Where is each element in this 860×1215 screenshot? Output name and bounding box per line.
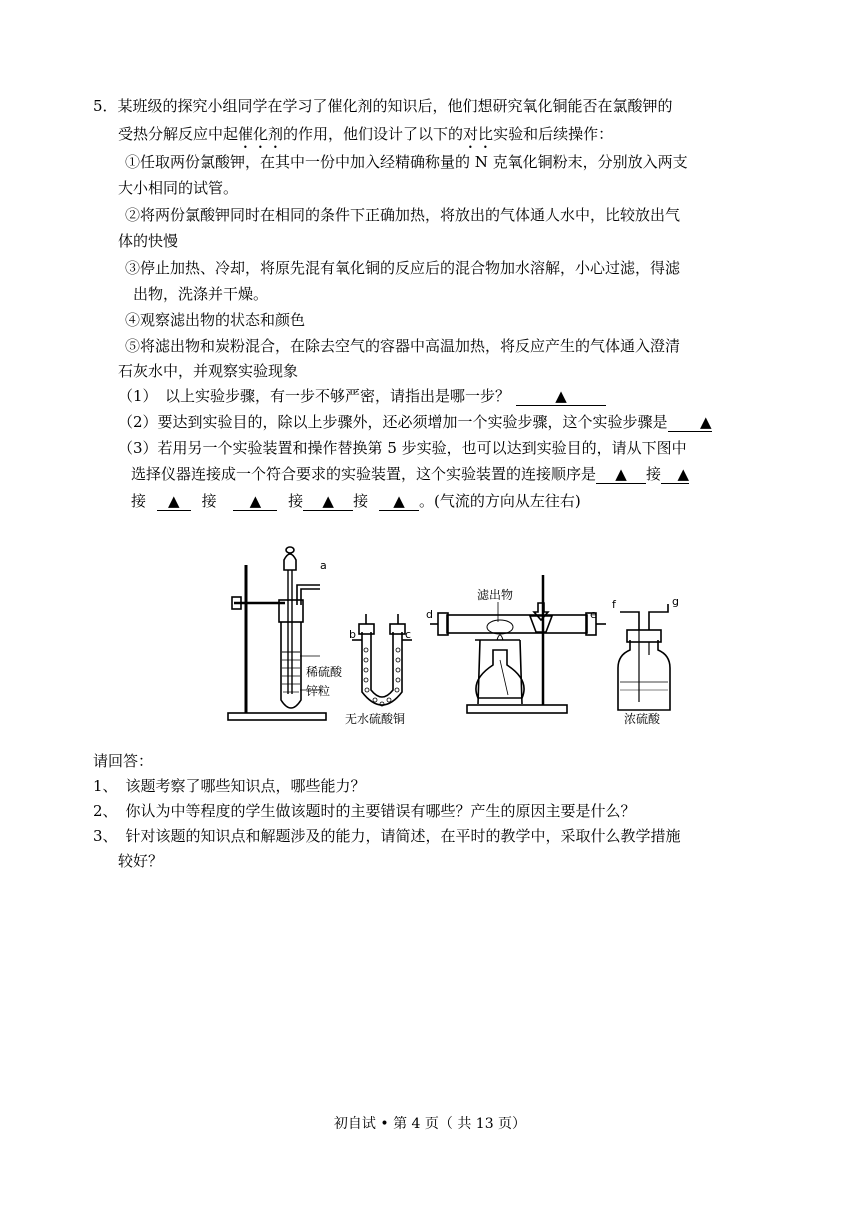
sub-question-1-text: （1） 以上实验步骤，有一步不够严密，请指出是哪一步？ bbox=[118, 387, 511, 405]
answer-blank-2[interactable]: ▲ bbox=[668, 413, 712, 432]
label-g: g bbox=[672, 595, 679, 608]
prompt-item-2 bbox=[93, 801, 636, 821]
answer-blank-1[interactable]: ▲ bbox=[516, 387, 606, 406]
prompt-item-text: 该题考察了哪些知识点，哪些能力？ bbox=[125, 777, 366, 795]
wash-bottle-apparatus bbox=[618, 604, 670, 710]
prompt-item-number: 2、 bbox=[93, 802, 118, 820]
step-3-line-2: 出物，洗涤并干燥。 bbox=[133, 285, 269, 303]
prompt-item-number: 1、 bbox=[93, 777, 118, 795]
label-zinc-granules: 锌粒 bbox=[306, 684, 331, 698]
step-5-line-1: ⑤将滤出物和炭粉混合，在除去空气的容器中高温加热，将反应产生的气体通入澄清 bbox=[125, 337, 681, 355]
prompt-item-number: 3、 bbox=[93, 827, 118, 845]
label-b: b bbox=[349, 628, 356, 641]
question-stem-line-1: 5．某班级的探究小组同学在学习了催化剂的知识后，他们想研究氧化铜能否在氯酸钾的 bbox=[93, 97, 673, 115]
answer-blank-3b[interactable]: ▲ bbox=[661, 465, 689, 484]
step-3-line-1: ③停止加热、冷却，将原先混有氧化铜的反应后的混合物加水溶解，小心过滤，得滤 bbox=[125, 259, 681, 277]
page-footer: 初自试 • 第 4 页（ 共 13 页） bbox=[333, 1116, 527, 1132]
sub-question-2-text: （2）要达到实验目的，除以上步骤外，还必须增加一个实验步骤，这个实验步骤是 bbox=[118, 413, 668, 431]
answer-blank-3a[interactable]: ▲ bbox=[596, 465, 646, 484]
step-1-line-1: ①任取两份氯酸钾，在其中一份中加入经精确称量的 N 克氧化铜粉末，分别放入两支 bbox=[125, 153, 688, 171]
question-end-text: 。(气流的方向从左往右) bbox=[418, 492, 581, 510]
prompt-item-1 bbox=[93, 776, 366, 796]
prompt-item-3 bbox=[93, 826, 681, 846]
connector-text: 接 bbox=[646, 465, 662, 483]
prompt-item-3-continued: 较好？ bbox=[118, 852, 164, 870]
answer-blank-3f[interactable]: ▲ bbox=[379, 492, 419, 511]
step-2-line-2: 体的快慢 bbox=[118, 232, 179, 250]
label-dilute-sulfuric-acid: 稀硫酸 bbox=[306, 665, 343, 679]
heated-tube-apparatus bbox=[430, 575, 606, 713]
step-5-line-2: 石灰水中，并观察实验现象 bbox=[118, 362, 299, 380]
stem-text: 实验和后续操作： bbox=[493, 125, 614, 143]
connector-text: 接 bbox=[131, 492, 147, 510]
label-d: d bbox=[426, 608, 433, 621]
connector-text: 接 bbox=[288, 492, 304, 510]
u-tube-apparatus bbox=[352, 614, 412, 706]
answer-blank-3c[interactable]: ▲ bbox=[157, 492, 191, 511]
label-anhydrous-copper-sulfate: 无水硫酸铜 bbox=[345, 712, 406, 726]
sub-question-3-line-1: （3）若用另一个实验装置和操作替换第 5 步实验，也可以达到实验目的，请从下图中 bbox=[118, 439, 687, 457]
sub-question-3-text: 选择仪器连接成一个符合要求的实验装置，这个实验装置的连接顺序是 bbox=[131, 465, 597, 483]
stem-text: 受热分解反应中起 bbox=[118, 125, 239, 143]
label-e: e bbox=[590, 608, 597, 621]
prompt-item-text: 针对该题的知识点和解题涉及的能力，请简述，在平时的教学中，采取什么教学措施 bbox=[125, 827, 681, 845]
answer-blank-3d[interactable]: ▲ bbox=[233, 492, 277, 511]
prompt-intro: 请回答： bbox=[93, 752, 154, 770]
stem-emphasis-contrast: 对比 bbox=[463, 125, 494, 143]
label-filtrate: 滤出物 bbox=[477, 588, 514, 602]
label-c: c bbox=[405, 628, 412, 641]
answer-blank-3e[interactable]: ▲ bbox=[303, 492, 353, 511]
prompt-item-text: 你认为中等程度的学生做该题时的主要错误有哪些？产生的原因主要是什么？ bbox=[125, 802, 636, 820]
label-a: a bbox=[320, 559, 327, 572]
step-1-line-2: 大小相同的试管。 bbox=[118, 179, 239, 197]
label-concentrated-sulfuric-acid: 浓硫酸 bbox=[624, 712, 661, 726]
connector-text: 接 bbox=[201, 492, 217, 510]
step-2-line-1: ②将两份氯酸钾同时在相同的条件下正确加热，将放出的气体通人水中，比较放出气 bbox=[125, 206, 681, 224]
stem-emphasis-catalyst: 催化剂 bbox=[238, 125, 284, 143]
connector-text: 接 bbox=[353, 492, 369, 510]
step-4: ④观察滤出物的状态和颜色 bbox=[125, 311, 306, 329]
stem-text: 的作用，他们设计了以下的 bbox=[283, 125, 464, 143]
label-f: f bbox=[612, 598, 616, 611]
